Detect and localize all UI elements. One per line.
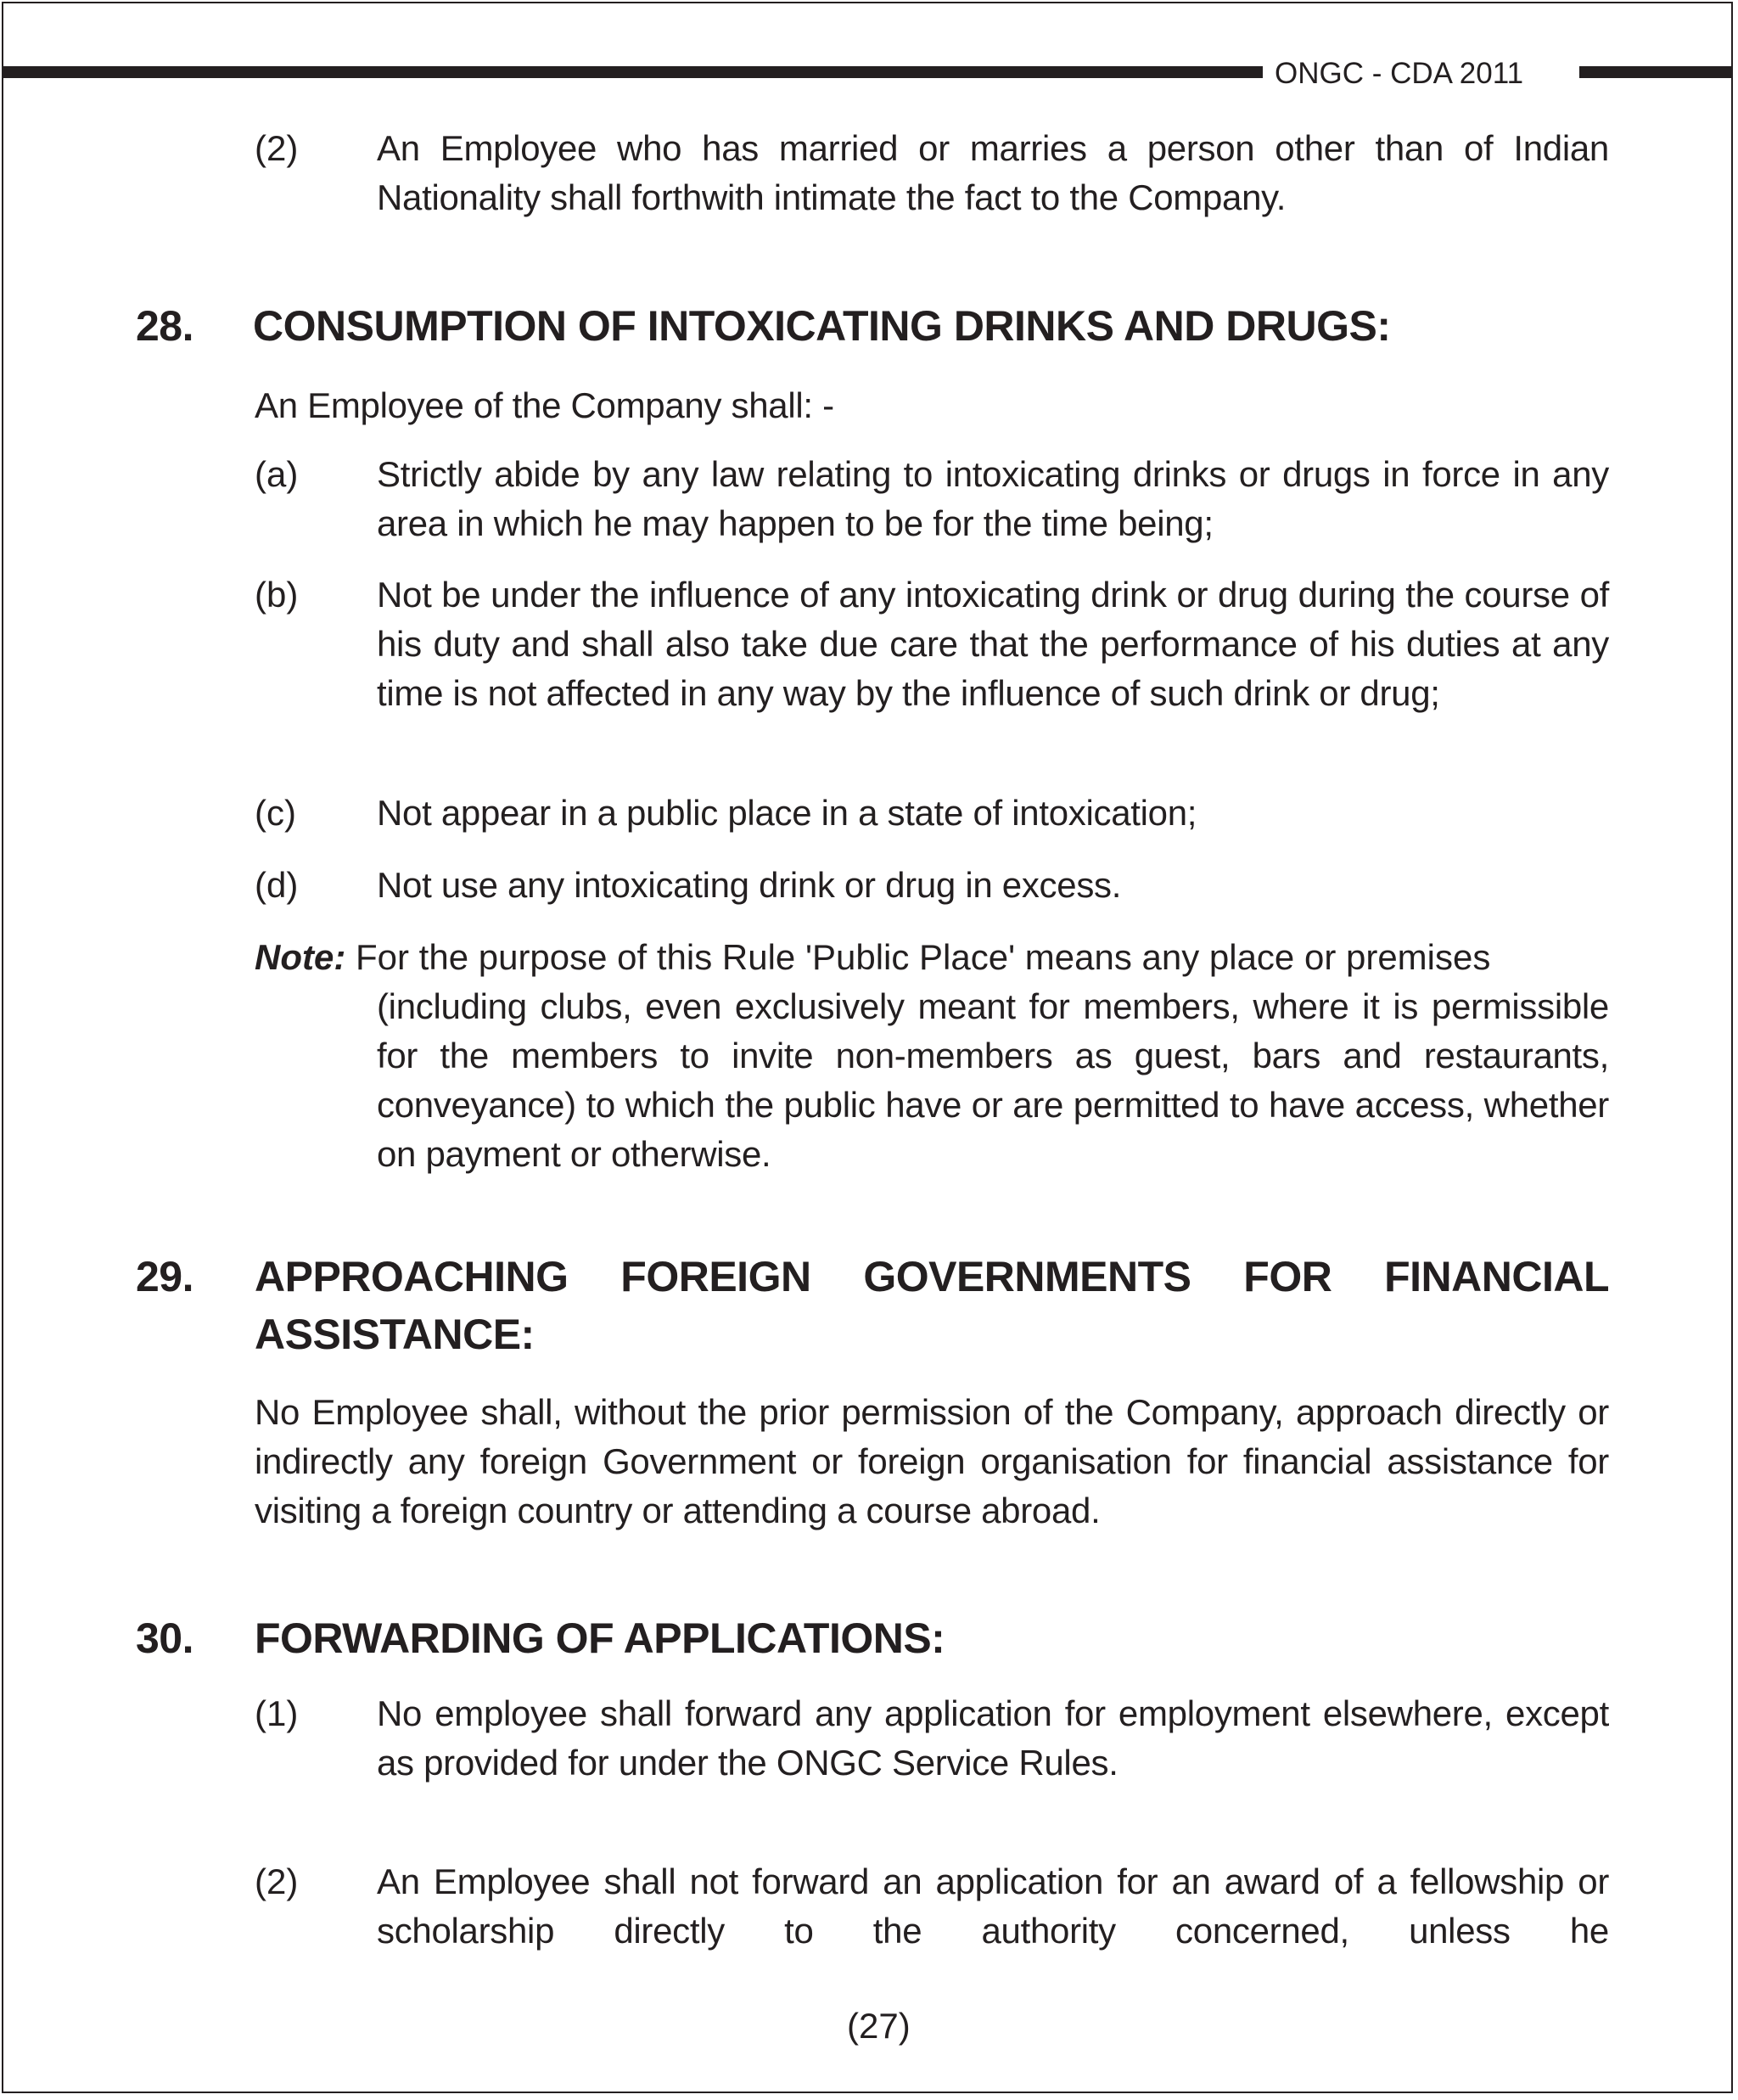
- section-30-number: 30.: [136, 1614, 194, 1662]
- header-title: ONGC - CDA 2011: [1275, 57, 1524, 90]
- section-30-item-2-text: An Employee shall not forward an application for an award of a fellowship or scholarship directly to the authority concerned, unless he: [377, 1861, 1609, 1951]
- section-28-number: 28.: [136, 302, 194, 350]
- section-29-text: No Employee shall, without the prior permission of the Company, approach directly or indirectly any foreign Government or foreign organisation for financial assistance for visiting a foreign country or attending a course abroad.: [255, 1392, 1609, 1530]
- header-rule-left: [3, 66, 1263, 78]
- section-29-number: 29.: [136, 1253, 194, 1300]
- section-30-item-2-label: (2): [255, 1861, 299, 1901]
- section-28-item-a-label: (a): [255, 454, 299, 494]
- section-28-item-c-label: (c): [255, 793, 296, 833]
- running-header: [3, 57, 1731, 90]
- section-29-title: APPROACHING FOREIGN GOVERNMENTS FOR FINANCIAL ASSISTANCE:: [255, 1253, 1609, 1358]
- document-page: [2, 2, 1733, 2093]
- note-label: Note:: [255, 937, 346, 977]
- section-30-item-1-label: (1): [255, 1693, 299, 1733]
- section-28-item-d-text: Not use any intoxicating drink or drug in excess.: [377, 865, 1122, 905]
- top-item-label: (2): [255, 128, 299, 168]
- page-number: (27): [847, 2006, 911, 2046]
- section-30-item-1-text: No employee shall forward any application for employment elsewhere, except as provided for under the ONGC Service Rules.: [377, 1693, 1609, 1783]
- section-28-item-d-label: (d): [255, 865, 299, 905]
- header-rule-right: [1579, 66, 1731, 78]
- top-item-text: An Employee who has married or marries a person other than of Indian Nationality shall forthwith intimate the fact to the Company.: [377, 128, 1609, 217]
- section-28-note-first-line: [255, 933, 1490, 982]
- section-30-title: FORWARDING OF APPLICATIONS:: [255, 1614, 945, 1662]
- section-28-title: CONSUMPTION OF INTOXICATING DRINKS AND DRUGS:: [253, 302, 1391, 350]
- note-first-text: For the purpose of this Rule 'Public Place' means any place or premises: [356, 937, 1491, 977]
- section-28-intro: An Employee of the Company shall: -: [255, 385, 834, 425]
- section-28-item-b-text: Not be under the influence of any intoxicating drink or drug during the course of his duty and shall also take due care that the performance of his duties at any time is not affected in any way by the influence of such drink or drug;: [377, 575, 1609, 713]
- section-28-item-a-text: Strictly abide by any law relating to intoxicating drinks or drugs in force in any area in which he may happen to be for the time being;: [377, 454, 1609, 543]
- section-28-note-rest: (including clubs, even exclusively meant for members, where it is permissible for the members to invite non-members as guest, bars and restaurants, conveyance) to which the public have or are permitted to have access, whether on payment or otherwise.: [377, 986, 1609, 1174]
- section-28-item-b-label: (b): [255, 575, 299, 615]
- section-28-item-c-text: Not appear in a public place in a state of intoxication;: [377, 793, 1197, 833]
